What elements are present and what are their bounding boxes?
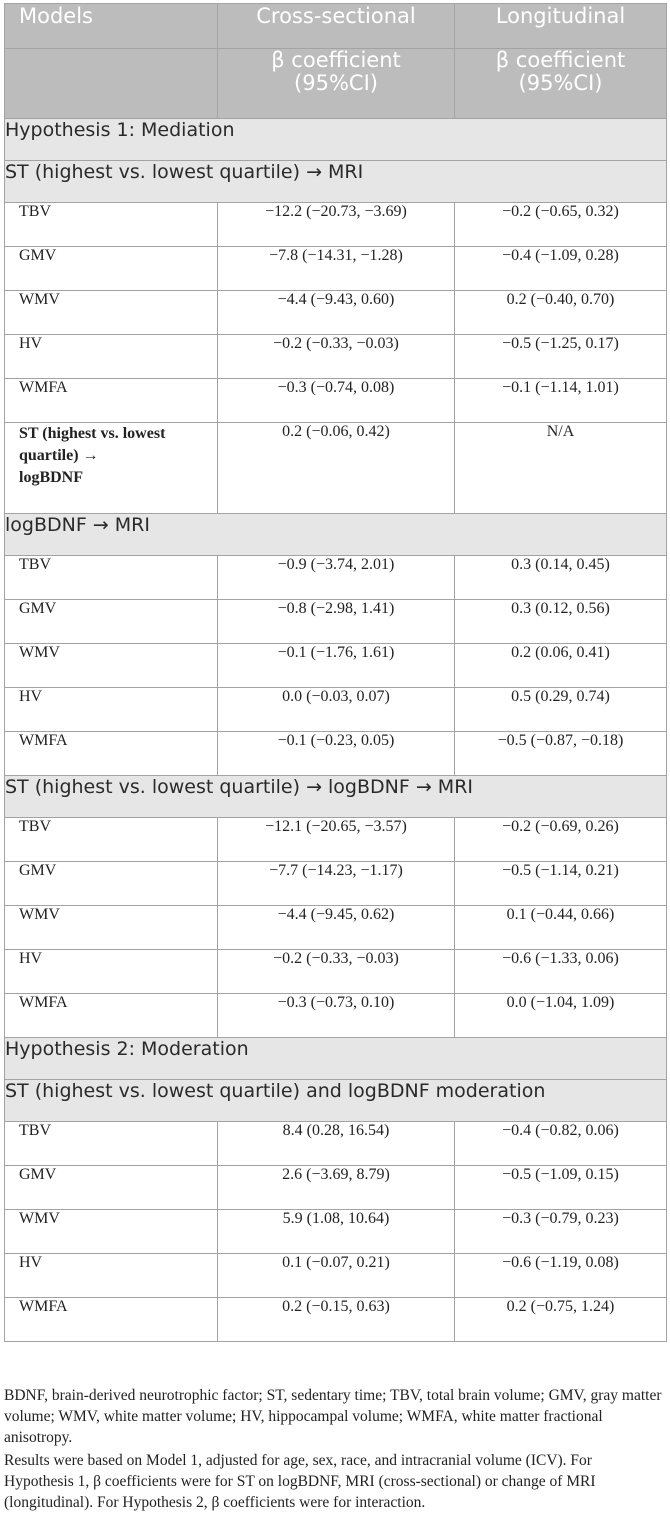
table-row bbox=[5, 1210, 667, 1254]
row-label: WMV bbox=[5, 906, 218, 950]
longitudinal-value: 0.5 (0.29, 0.74) bbox=[455, 688, 667, 732]
row-label: GMV bbox=[5, 600, 218, 644]
longitudinal-value: −0.6 (−1.19, 0.08) bbox=[455, 1254, 667, 1298]
table-row bbox=[5, 203, 667, 247]
cross-sectional-value: −7.8 (−14.31, −1.28) bbox=[218, 247, 455, 291]
longitudinal-value: 0.2 (−0.75, 1.24) bbox=[455, 1298, 667, 1342]
row-label: TBV bbox=[5, 1122, 218, 1166]
section-title: Hypothesis 2: Moderation bbox=[5, 1038, 667, 1080]
results-table bbox=[4, 3, 667, 1342]
table-row bbox=[5, 600, 667, 644]
longitudinal-value: −0.5 (−0.87, −0.18) bbox=[455, 732, 667, 776]
table-footnotes bbox=[4, 1385, 664, 1515]
cross-sectional-value: 0.0 (−0.03, 0.07) bbox=[218, 688, 455, 732]
table-row bbox=[5, 688, 667, 732]
table-row bbox=[5, 291, 667, 335]
row-label: HV bbox=[5, 950, 218, 994]
cross-sectional-value: −0.3 (−0.73, 0.10) bbox=[218, 994, 455, 1038]
header-cross-beta bbox=[218, 49, 455, 119]
longitudinal-value: 0.2 (0.06, 0.41) bbox=[455, 644, 667, 688]
row-label: WMV bbox=[5, 644, 218, 688]
row-label: GMV bbox=[5, 1166, 218, 1210]
row-label-line: ST (highest vs. lowest bbox=[19, 425, 166, 442]
cross-sectional-value: 2.6 (−3.69, 8.79) bbox=[218, 1166, 455, 1210]
row-label: WMFA bbox=[5, 1298, 218, 1342]
header-cross-beta-line1: β coefficient bbox=[271, 48, 401, 72]
row-label: TBV bbox=[5, 556, 218, 600]
header-row bbox=[5, 4, 667, 49]
cross-sectional-value: 8.4 (0.28, 16.54) bbox=[218, 1122, 455, 1166]
cross-sectional-value: −0.1 (−1.76, 1.61) bbox=[218, 644, 455, 688]
table-row bbox=[5, 1298, 667, 1342]
header-cross-beta-line2: (95%CI) bbox=[294, 71, 378, 95]
longitudinal-value: −0.1 (−1.14, 1.01) bbox=[455, 379, 667, 423]
row-label-line: logBDNF bbox=[19, 469, 83, 486]
longitudinal-value: −0.5 (−1.09, 0.15) bbox=[455, 1166, 667, 1210]
row-label: WMV bbox=[5, 291, 218, 335]
section-row bbox=[5, 776, 667, 818]
row-label: WMFA bbox=[5, 379, 218, 423]
header-longitudinal: Longitudinal bbox=[455, 4, 667, 49]
longitudinal-value: −0.4 (−1.09, 0.28) bbox=[455, 247, 667, 291]
header-long-beta-line2: (95%CI) bbox=[518, 71, 603, 95]
header-blank bbox=[5, 49, 218, 119]
header-models: Models bbox=[5, 4, 218, 49]
cross-sectional-value: −0.2 (−0.33, −0.03) bbox=[218, 950, 455, 994]
table-row bbox=[5, 1122, 667, 1166]
longitudinal-value: −0.5 (−1.25, 0.17) bbox=[455, 335, 667, 379]
table-row bbox=[5, 556, 667, 600]
row-label: WMFA bbox=[5, 994, 218, 1038]
section-row bbox=[5, 161, 667, 203]
section-title: Hypothesis 1: Mediation bbox=[5, 119, 667, 161]
longitudinal-value: 0.1 (−0.44, 0.66) bbox=[455, 906, 667, 950]
row-label: GMV bbox=[5, 247, 218, 291]
cross-sectional-value: 0.1 (−0.07, 0.21) bbox=[218, 1254, 455, 1298]
footnote-abbreviations: BDNF, brain-derived neurotrophic factor; ST, sedentary time; TBV, total brain volume; GMV, gray matter volume; WMV, white matter volume; HV, hippocampal volume; WMFA, white matter fractional anisotropy. bbox=[4, 1387, 662, 1446]
cross-sectional-value: −7.7 (−14.23, −1.17) bbox=[218, 862, 455, 906]
row-label: WMFA bbox=[5, 732, 218, 776]
table-row bbox=[5, 1166, 667, 1210]
table-row bbox=[5, 247, 667, 291]
table-row bbox=[5, 862, 667, 906]
table-row bbox=[5, 423, 667, 514]
row-label-line: quartile) → bbox=[19, 447, 99, 464]
section-title: ST (highest vs. lowest quartile) → logBDNF → MRI bbox=[5, 776, 667, 818]
row-label: TBV bbox=[5, 203, 218, 247]
longitudinal-value: −0.2 (−0.65, 0.32) bbox=[455, 203, 667, 247]
longitudinal-value: −0.6 (−1.33, 0.06) bbox=[455, 950, 667, 994]
row-label: WMV bbox=[5, 1210, 218, 1254]
table-row bbox=[5, 644, 667, 688]
longitudinal-value: 0.3 (0.14, 0.45) bbox=[455, 556, 667, 600]
section-row bbox=[5, 514, 667, 556]
longitudinal-value: 0.0 (−1.04, 1.09) bbox=[455, 994, 667, 1038]
section-row bbox=[5, 1038, 667, 1080]
table-row bbox=[5, 1254, 667, 1298]
table-row bbox=[5, 335, 667, 379]
longitudinal-value: −0.3 (−0.79, 0.23) bbox=[455, 1210, 667, 1254]
row-label: GMV bbox=[5, 862, 218, 906]
section-title: logBDNF → MRI bbox=[5, 514, 667, 556]
row-label: TBV bbox=[5, 818, 218, 862]
cross-sectional-value: −0.2 (−0.33, −0.03) bbox=[218, 335, 455, 379]
section-row bbox=[5, 1080, 667, 1122]
longitudinal-value: N/A bbox=[455, 423, 667, 514]
row-label bbox=[5, 423, 218, 514]
cross-sectional-value: −0.3 (−0.74, 0.08) bbox=[218, 379, 455, 423]
table-body bbox=[5, 119, 667, 1342]
table-row bbox=[5, 818, 667, 862]
cross-sectional-value: −0.8 (−2.98, 1.41) bbox=[218, 600, 455, 644]
cross-sectional-value: −12.2 (−20.73, −3.69) bbox=[218, 203, 455, 247]
cross-sectional-value: 0.2 (−0.15, 0.63) bbox=[218, 1298, 455, 1342]
table-row bbox=[5, 950, 667, 994]
cross-sectional-value: −0.9 (−3.74, 2.01) bbox=[218, 556, 455, 600]
table-row bbox=[5, 732, 667, 776]
longitudinal-value: −0.5 (−1.14, 0.21) bbox=[455, 862, 667, 906]
header-subrow bbox=[5, 49, 667, 119]
header-long-beta-line1: β coefficient bbox=[495, 48, 626, 72]
cross-sectional-value: 0.2 (−0.06, 0.42) bbox=[218, 423, 455, 514]
cross-sectional-value: −0.1 (−0.23, 0.05) bbox=[218, 732, 455, 776]
section-title: ST (highest vs. lowest quartile) and logBDNF moderation bbox=[5, 1080, 667, 1122]
header-long-beta bbox=[455, 49, 667, 119]
section-title: ST (highest vs. lowest quartile) → MRI bbox=[5, 161, 667, 203]
cross-sectional-value: −12.1 (−20.65, −3.57) bbox=[218, 818, 455, 862]
row-label: HV bbox=[5, 688, 218, 732]
row-label: HV bbox=[5, 1254, 218, 1298]
longitudinal-value: −0.2 (−0.69, 0.26) bbox=[455, 818, 667, 862]
cross-sectional-value: 5.9 (1.08, 10.64) bbox=[218, 1210, 455, 1254]
table-row bbox=[5, 906, 667, 950]
table-row bbox=[5, 994, 667, 1038]
row-label: HV bbox=[5, 335, 218, 379]
longitudinal-value: 0.3 (0.12, 0.56) bbox=[455, 600, 667, 644]
cross-sectional-value: −4.4 (−9.45, 0.62) bbox=[218, 906, 455, 950]
longitudinal-value: 0.2 (−0.40, 0.70) bbox=[455, 291, 667, 335]
cross-sectional-value: −4.4 (−9.43, 0.60) bbox=[218, 291, 455, 335]
footnote-model: Results were based on Model 1, adjusted for age, sex, race, and intracranial volume (ICV). For Hypothesis 1, β coefficients were for ST on logBDNF, MRI (cross-sectional) or change of MRI (longitudinal). For Hypothesis 2, β coefficients were for interaction. bbox=[4, 1452, 596, 1511]
table-row bbox=[5, 379, 667, 423]
longitudinal-value: −0.4 (−0.82, 0.06) bbox=[455, 1122, 667, 1166]
header-cross-sectional: Cross-sectional bbox=[218, 4, 455, 49]
section-row bbox=[5, 119, 667, 161]
